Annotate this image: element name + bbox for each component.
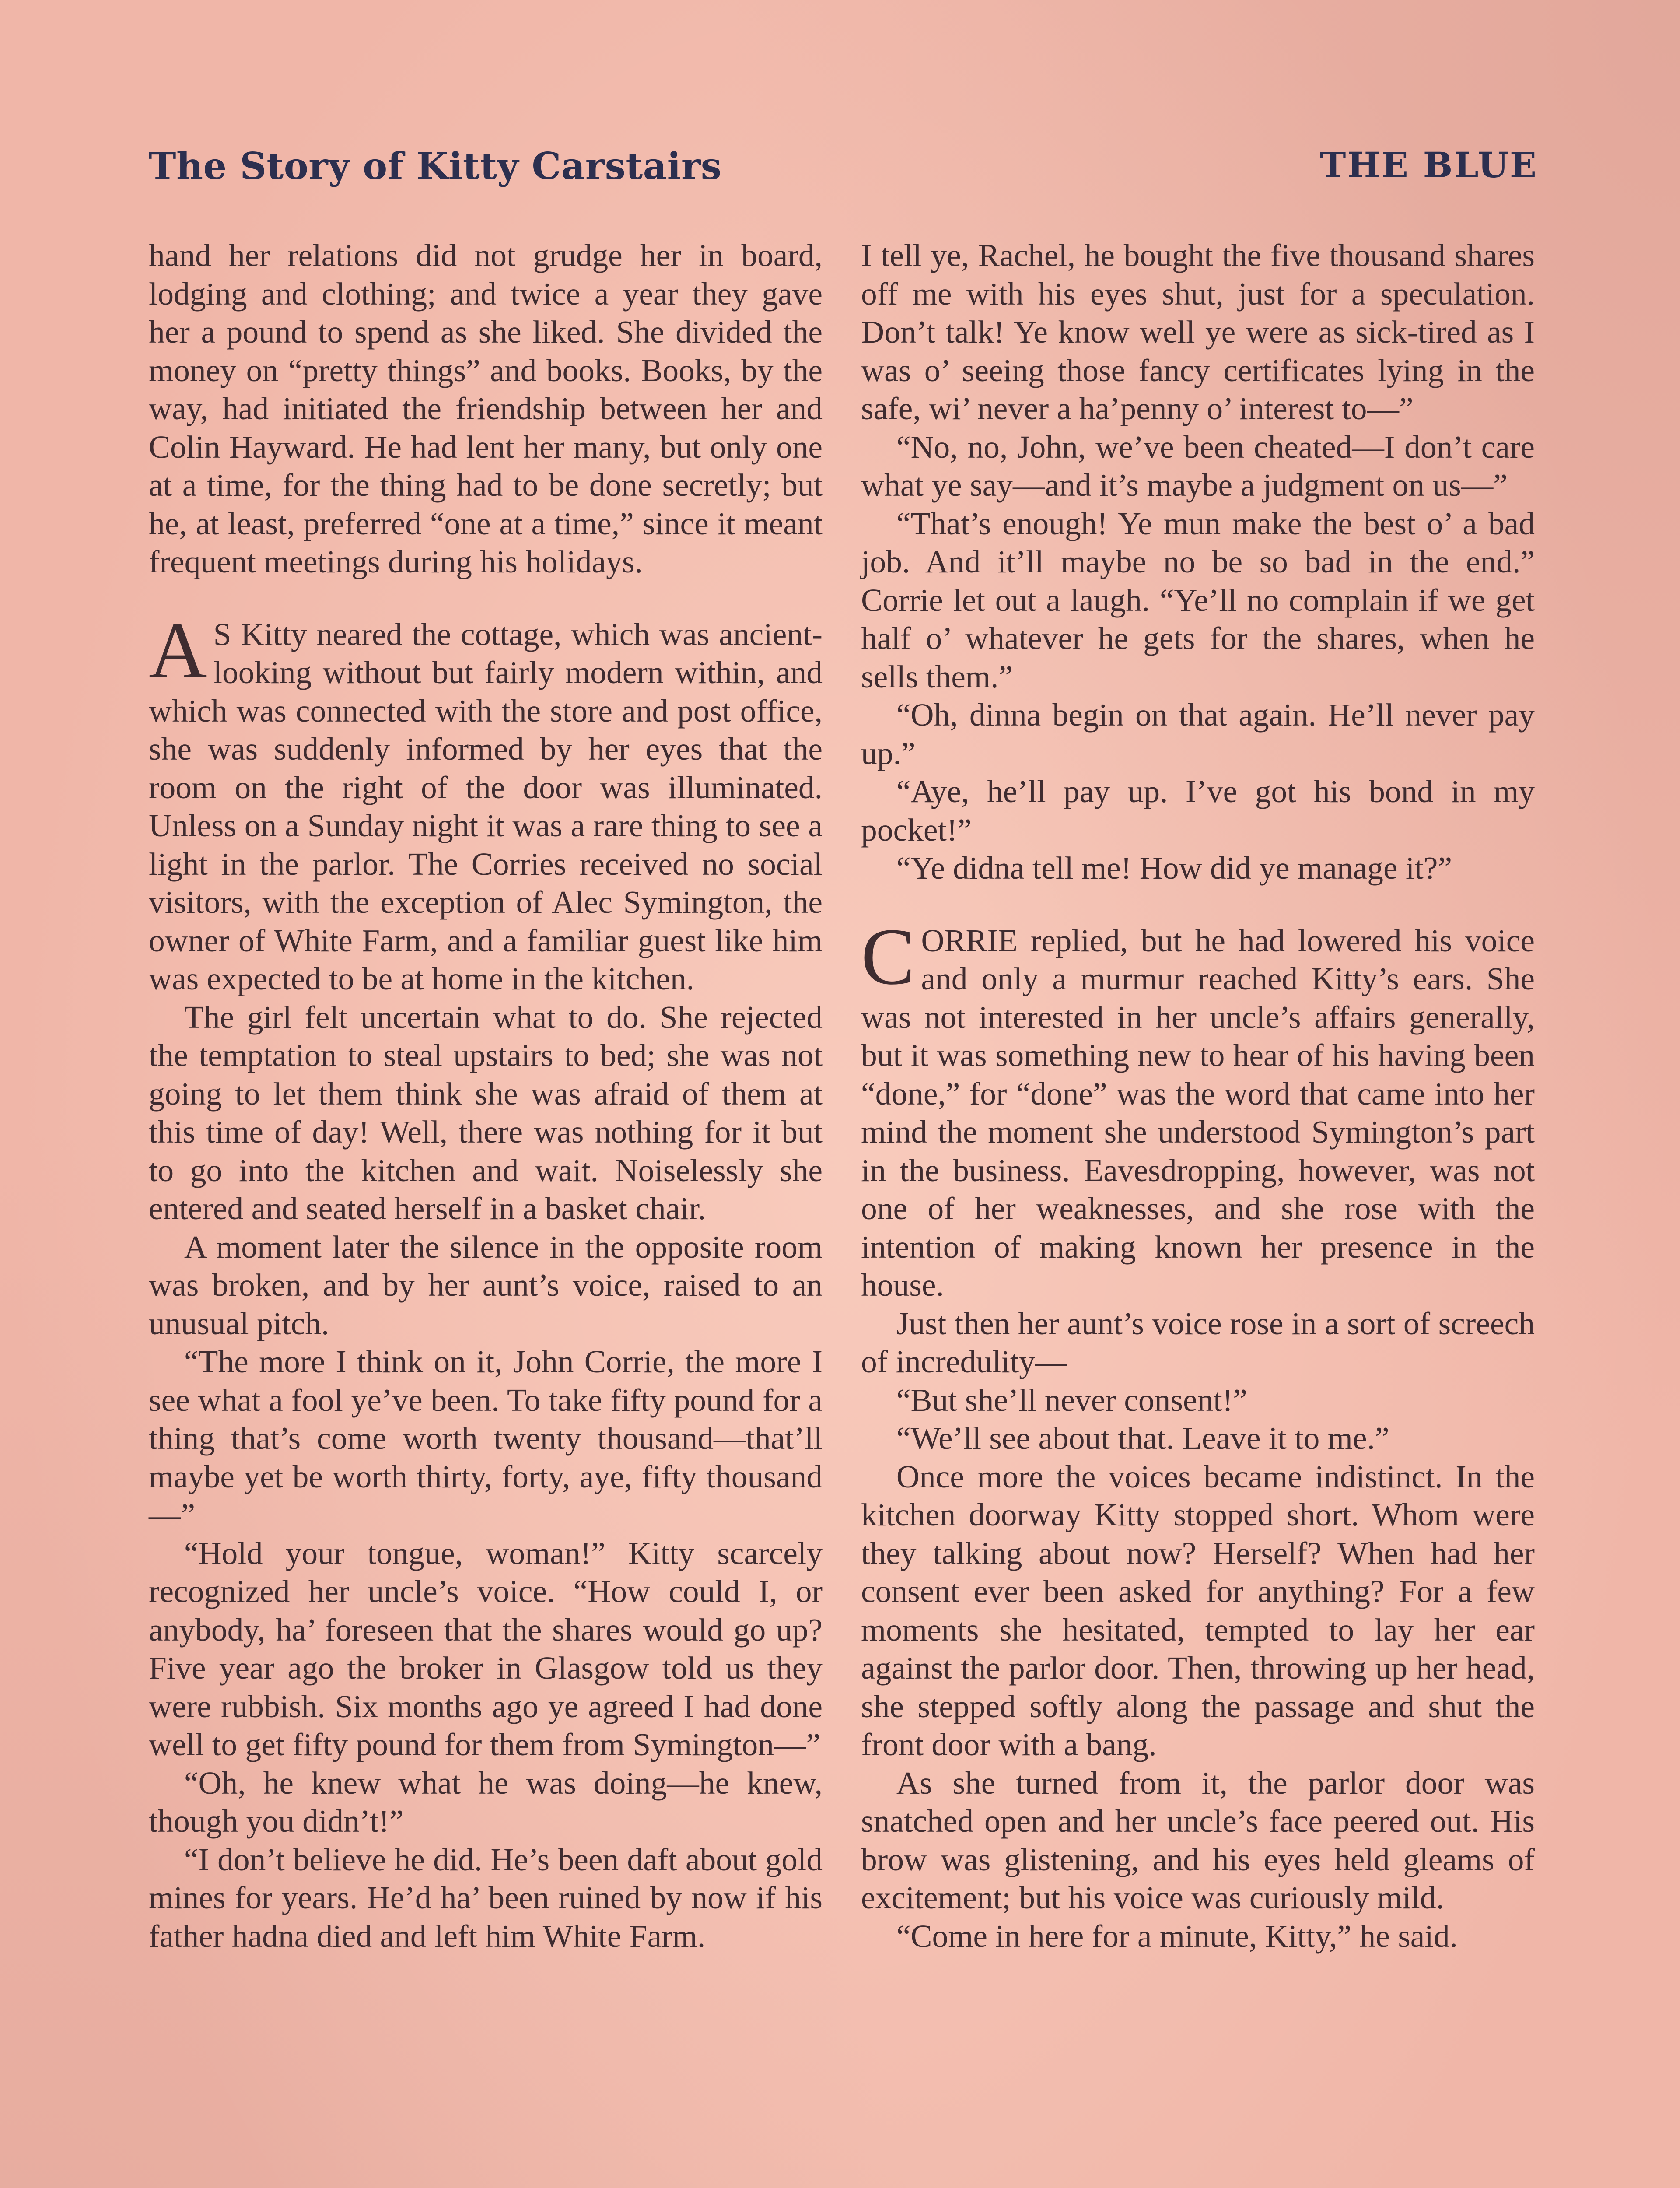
paragraph-dropcap [149,605,822,998]
story-title: The Story of Kitty Carstairs [149,144,722,188]
paragraph: “But she’ll never consent!” [896,1382,1247,1418]
paragraph: “Come in here for a minute, Kitty,” he said. [896,1918,1458,1954]
magazine-name: THE BLUE [1320,144,1538,186]
paragraph: “Oh, dinna begin on that again. He’ll never pay up.” [861,697,1535,771]
paragraph: “We’ll see about that. Leave it to me.” [896,1420,1390,1456]
paragraph: Once more the voices became indistinct. In the kitchen doorway Kitty stopped short. Whom were they talking about now? Herself? When had her consent ever been asked for anything? For a few moments she hesitated, tempted to lay her ear against the parlor door. Then, throwing up her head, she stepped softly along the passage and shut the front door with a bang. [861,1459,1535,1762]
paragraph: hand her relations did not grudge her in board, lodging and clothing; and twice a year they gave her a pound to spend as she liked. She divided the money on “pretty things” and books. Books, by the way, had initiated the friendship between her and Colin Hayward. He had lent her many, but only one at a time, for the thing had to be done secretly; but he, at least, preferred “one at a time,” since it meant frequent meetings during his holidays. [149,238,822,579]
paragraph: Just then her aunt’s voice rose in a sort of screech of incredulity— [861,1305,1535,1379]
left-column [149,236,822,1955]
paragraph-text: S Kitty neared the cottage, which was ancient-looking without but fairly modern within, and which was connected with the store and post office, she was suddenly informed by her eyes that the room on the right of the door was illuminated. Unless on a Sunday night it was a rare thing to see a light in the parlor. The Corries received no social visitors, with the exception of Alec Symington, the owner of White Farm, and a familiar guest like him was expected to be at home in the kitchen. [149,616,822,996]
paragraph: I tell ye, Rachel, he bought the five thousand shares off me with his eyes shut, just for a speculation. Don’t talk! Ye know well ye were as sick-tired as I was o’ seeing those fancy certificates lying in the safe, wi’ never a ha’penny o’ interest to—” [861,238,1535,426]
drop-cap: C [861,912,915,1002]
paragraph: “I don’t believe he did. He’s been daft about gold mines for years. He’d ha’ been ruined by now if his father hadna died and left him White Farm. [149,1841,822,1954]
paragraph: “That’s enough! Ye mun make the best o’ a bad job. And it’ll maybe no be so bad in the end.” Corrie let out a laugh. “Ye’ll no complain if we get half o’ whatever he gets for the shares, when he sells them.” [861,505,1535,694]
paragraph: “Aye, he’ll pay up. I’ve got his bond in my pocket!” [861,774,1535,848]
paragraph: As she turned from it, the parlor door was snatched open and her uncle’s face peered out. His brow was glistening, and his eyes held gleams of excitement; but his voice was curiously mild. [861,1765,1535,1915]
drop-cap: A [149,605,207,695]
paragraph: “Hold your tongue, woman!” Kitty scarcely recognized her uncle’s voice. “How could I, or anybody, ha’ foreseen that the shares would go up? Five year ago the broker in Glasgow told us they were rubbish. Six months ago ye agreed I had done well to get fifty pound for them from Symington—” [149,1535,822,1762]
right-column [861,236,1535,1955]
running-head [149,144,1538,201]
paragraph: “No, no, John, we’ve been cheated—I don’t care what ye say—and it’s maybe a judgment on us—” [861,429,1535,503]
paragraph: A moment later the silence in the opposite room was broken, and by her aunt’s voice, raised to an unusual pitch. [149,1229,822,1341]
paragraph: “The more I think on it, John Corrie, the more I see what a fool ye’ve been. To take fifty pound for a thing that’s come worth twenty thousand—that’ll maybe yet be worth thirty, forty, aye, fifty thousand—” [149,1344,822,1532]
paragraph-text: ORRIE replied, but he had lowered his voice and only a murmur reached Kitty’s ears. She was not interested in her uncle’s affairs generally, but it was something new to hear of his having been “done,” for “done” was the word that came into her mind the moment she understood Symington’s part in the business. Eavesdropping, however, was not one of her weaknesses, and she rose with the intention of making known her presence in the house. [861,922,1535,1303]
paragraph: “Ye didna tell me! How did ye manage it?” [896,850,1452,886]
paragraph: “Oh, he knew what he was doing—he knew, though you didn’t!” [149,1765,822,1839]
paragraph: The girl felt uncertain what to do. She rejected the temptation to steal upstairs to bed; she was not going to let them think she was afraid of them at this time of day! Well, there was nothing for it but to go into the kitchen and wait. Noiselessly she entered and seated herself in a basket chair. [149,999,822,1226]
paragraph-dropcap [861,912,1535,1304]
